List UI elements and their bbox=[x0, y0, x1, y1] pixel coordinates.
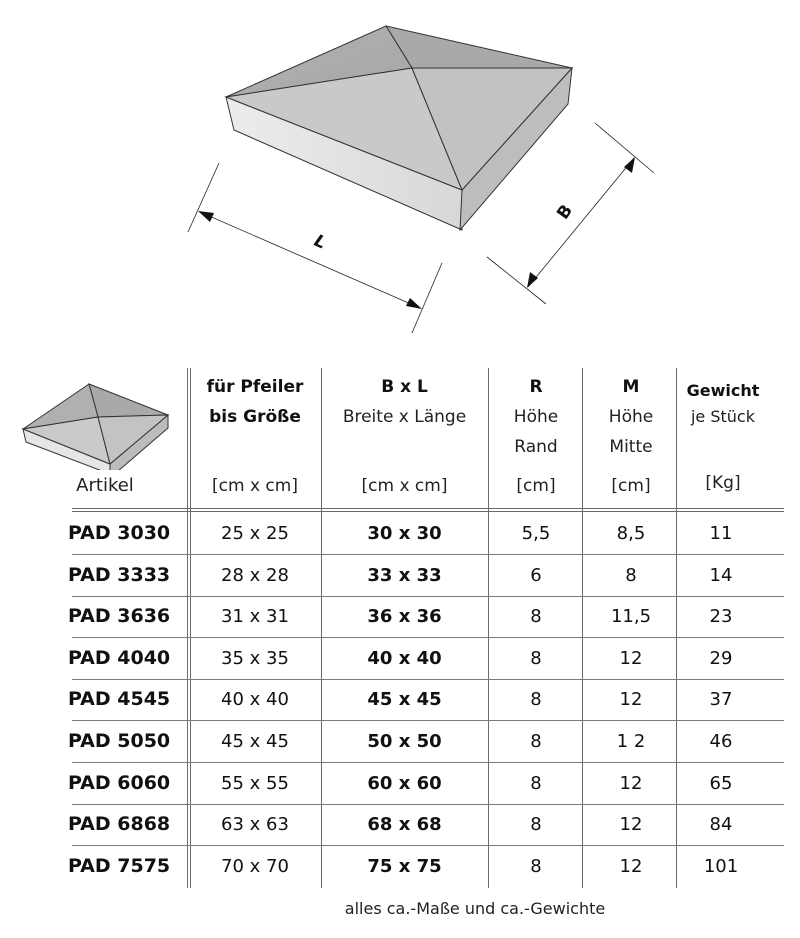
cell-size: 36 x 36 bbox=[367, 606, 442, 627]
cell-pillar: 40 x 40 bbox=[221, 689, 289, 710]
pyramid-cap-icon bbox=[180, 0, 660, 340]
cell-article: PAD 7575 bbox=[68, 855, 171, 877]
header-pillar-line2: bis Größe bbox=[209, 407, 301, 427]
footnote: alles ca.-Maße und ca.-Gewichte bbox=[344, 899, 606, 918]
cell-article: PAD 3333 bbox=[68, 564, 171, 586]
header-weight-unit: [Kg] bbox=[705, 473, 741, 493]
cell-pillar: 70 x 70 bbox=[221, 856, 289, 877]
cell-size: 60 x 60 bbox=[367, 773, 442, 794]
cell-article: PAD 4040 bbox=[68, 647, 171, 669]
cell-edge: 5,5 bbox=[521, 523, 551, 544]
header-center-sub1: Höhe bbox=[608, 407, 654, 427]
cell-edge: 8 bbox=[530, 856, 542, 877]
table-row bbox=[0, 555, 800, 597]
cell-article: PAD 3030 bbox=[68, 522, 171, 544]
pyramid-cap-thumbnail-icon bbox=[18, 380, 183, 470]
cell-weight: 29 bbox=[709, 648, 733, 669]
table-row bbox=[0, 596, 800, 638]
cell-pillar: 28 x 28 bbox=[221, 565, 289, 586]
cell-edge: 8 bbox=[530, 648, 542, 669]
table-row bbox=[0, 804, 800, 846]
cell-size: 75 x 75 bbox=[367, 856, 442, 877]
table-row bbox=[0, 763, 800, 805]
cell-weight: 84 bbox=[709, 814, 733, 835]
cell-center: 11,5 bbox=[610, 606, 652, 627]
header-pillar-line1: für Pfeiler bbox=[206, 377, 304, 397]
header-size-title: B x L bbox=[381, 377, 428, 397]
header-center-title: M bbox=[622, 377, 640, 397]
table-row bbox=[0, 721, 800, 763]
cell-weight: 11 bbox=[709, 523, 733, 544]
table-row bbox=[0, 679, 800, 721]
cell-size: 45 x 45 bbox=[367, 689, 442, 710]
cell-pillar: 25 x 25 bbox=[221, 523, 289, 544]
product-drawing bbox=[180, 0, 660, 340]
cell-edge: 8 bbox=[530, 689, 542, 710]
header-edge-height bbox=[488, 372, 584, 502]
header-article bbox=[60, 471, 150, 501]
cell-pillar: 63 x 63 bbox=[221, 814, 289, 835]
cell-edge: 8 bbox=[530, 814, 542, 835]
header-edge-sub1: Höhe bbox=[513, 407, 559, 427]
header-weight-subtitle: je Stück bbox=[690, 407, 755, 426]
header-article-label: Artikel bbox=[76, 475, 134, 496]
cell-center: 12 bbox=[619, 773, 643, 794]
header-size-unit: [cm x cm] bbox=[361, 476, 448, 496]
cell-pillar: 35 x 35 bbox=[221, 648, 289, 669]
header-center-height bbox=[585, 372, 677, 502]
cell-size: 40 x 40 bbox=[367, 648, 442, 669]
table-row bbox=[0, 638, 800, 680]
article-thumbnail bbox=[18, 380, 183, 470]
cell-size: 68 x 68 bbox=[367, 814, 442, 835]
header-edge-title: R bbox=[529, 377, 543, 397]
cell-pillar: 31 x 31 bbox=[221, 606, 289, 627]
header-weight-title: Gewicht bbox=[686, 381, 760, 400]
cell-article: PAD 6868 bbox=[68, 813, 171, 835]
cell-article: PAD 3636 bbox=[68, 605, 171, 627]
cell-center: 12 bbox=[619, 814, 643, 835]
cell-weight: 37 bbox=[709, 689, 733, 710]
table-row bbox=[0, 846, 800, 888]
dimension-label-length: L bbox=[310, 230, 329, 254]
cell-center: 12 bbox=[619, 856, 643, 877]
header-size-subtitle: Breite x Länge bbox=[342, 407, 467, 427]
cell-size: 50 x 50 bbox=[367, 731, 442, 752]
header-center-sub2: Mitte bbox=[609, 437, 653, 457]
cell-center: 12 bbox=[619, 689, 643, 710]
cell-article: PAD 5050 bbox=[68, 730, 171, 752]
header-pillar-unit: [cm x cm] bbox=[212, 476, 298, 496]
header-divider bbox=[72, 508, 784, 512]
cell-edge: 8 bbox=[530, 773, 542, 794]
cell-article: PAD 6060 bbox=[68, 772, 171, 794]
cell-center: 12 bbox=[619, 648, 643, 669]
cell-article: PAD 4545 bbox=[68, 688, 171, 710]
header-edge-sub2: Rand bbox=[514, 437, 558, 457]
cell-size: 33 x 33 bbox=[367, 565, 442, 586]
cell-center: 8,5 bbox=[616, 523, 646, 544]
header-pillar bbox=[192, 372, 318, 502]
cell-center: 8 bbox=[625, 565, 637, 586]
header-center-unit: [cm] bbox=[611, 476, 651, 496]
cell-weight: 14 bbox=[709, 565, 733, 586]
cell-weight: 101 bbox=[703, 856, 739, 877]
cell-size: 30 x 30 bbox=[367, 523, 442, 544]
table-row bbox=[0, 513, 800, 555]
cell-weight: 23 bbox=[709, 606, 733, 627]
dimension-label-width: B bbox=[553, 201, 578, 224]
cell-edge: 8 bbox=[530, 606, 542, 627]
header-edge-unit: [cm] bbox=[516, 476, 556, 496]
cell-pillar: 55 x 55 bbox=[221, 773, 289, 794]
cell-edge: 8 bbox=[530, 731, 542, 752]
cell-edge: 6 bbox=[530, 565, 542, 586]
cell-weight: 46 bbox=[709, 731, 733, 752]
cell-pillar: 45 x 45 bbox=[221, 731, 289, 752]
cell-center: 1 2 bbox=[616, 731, 646, 752]
header-size bbox=[322, 372, 487, 502]
header-weight bbox=[678, 376, 768, 506]
cell-weight: 65 bbox=[709, 773, 733, 794]
